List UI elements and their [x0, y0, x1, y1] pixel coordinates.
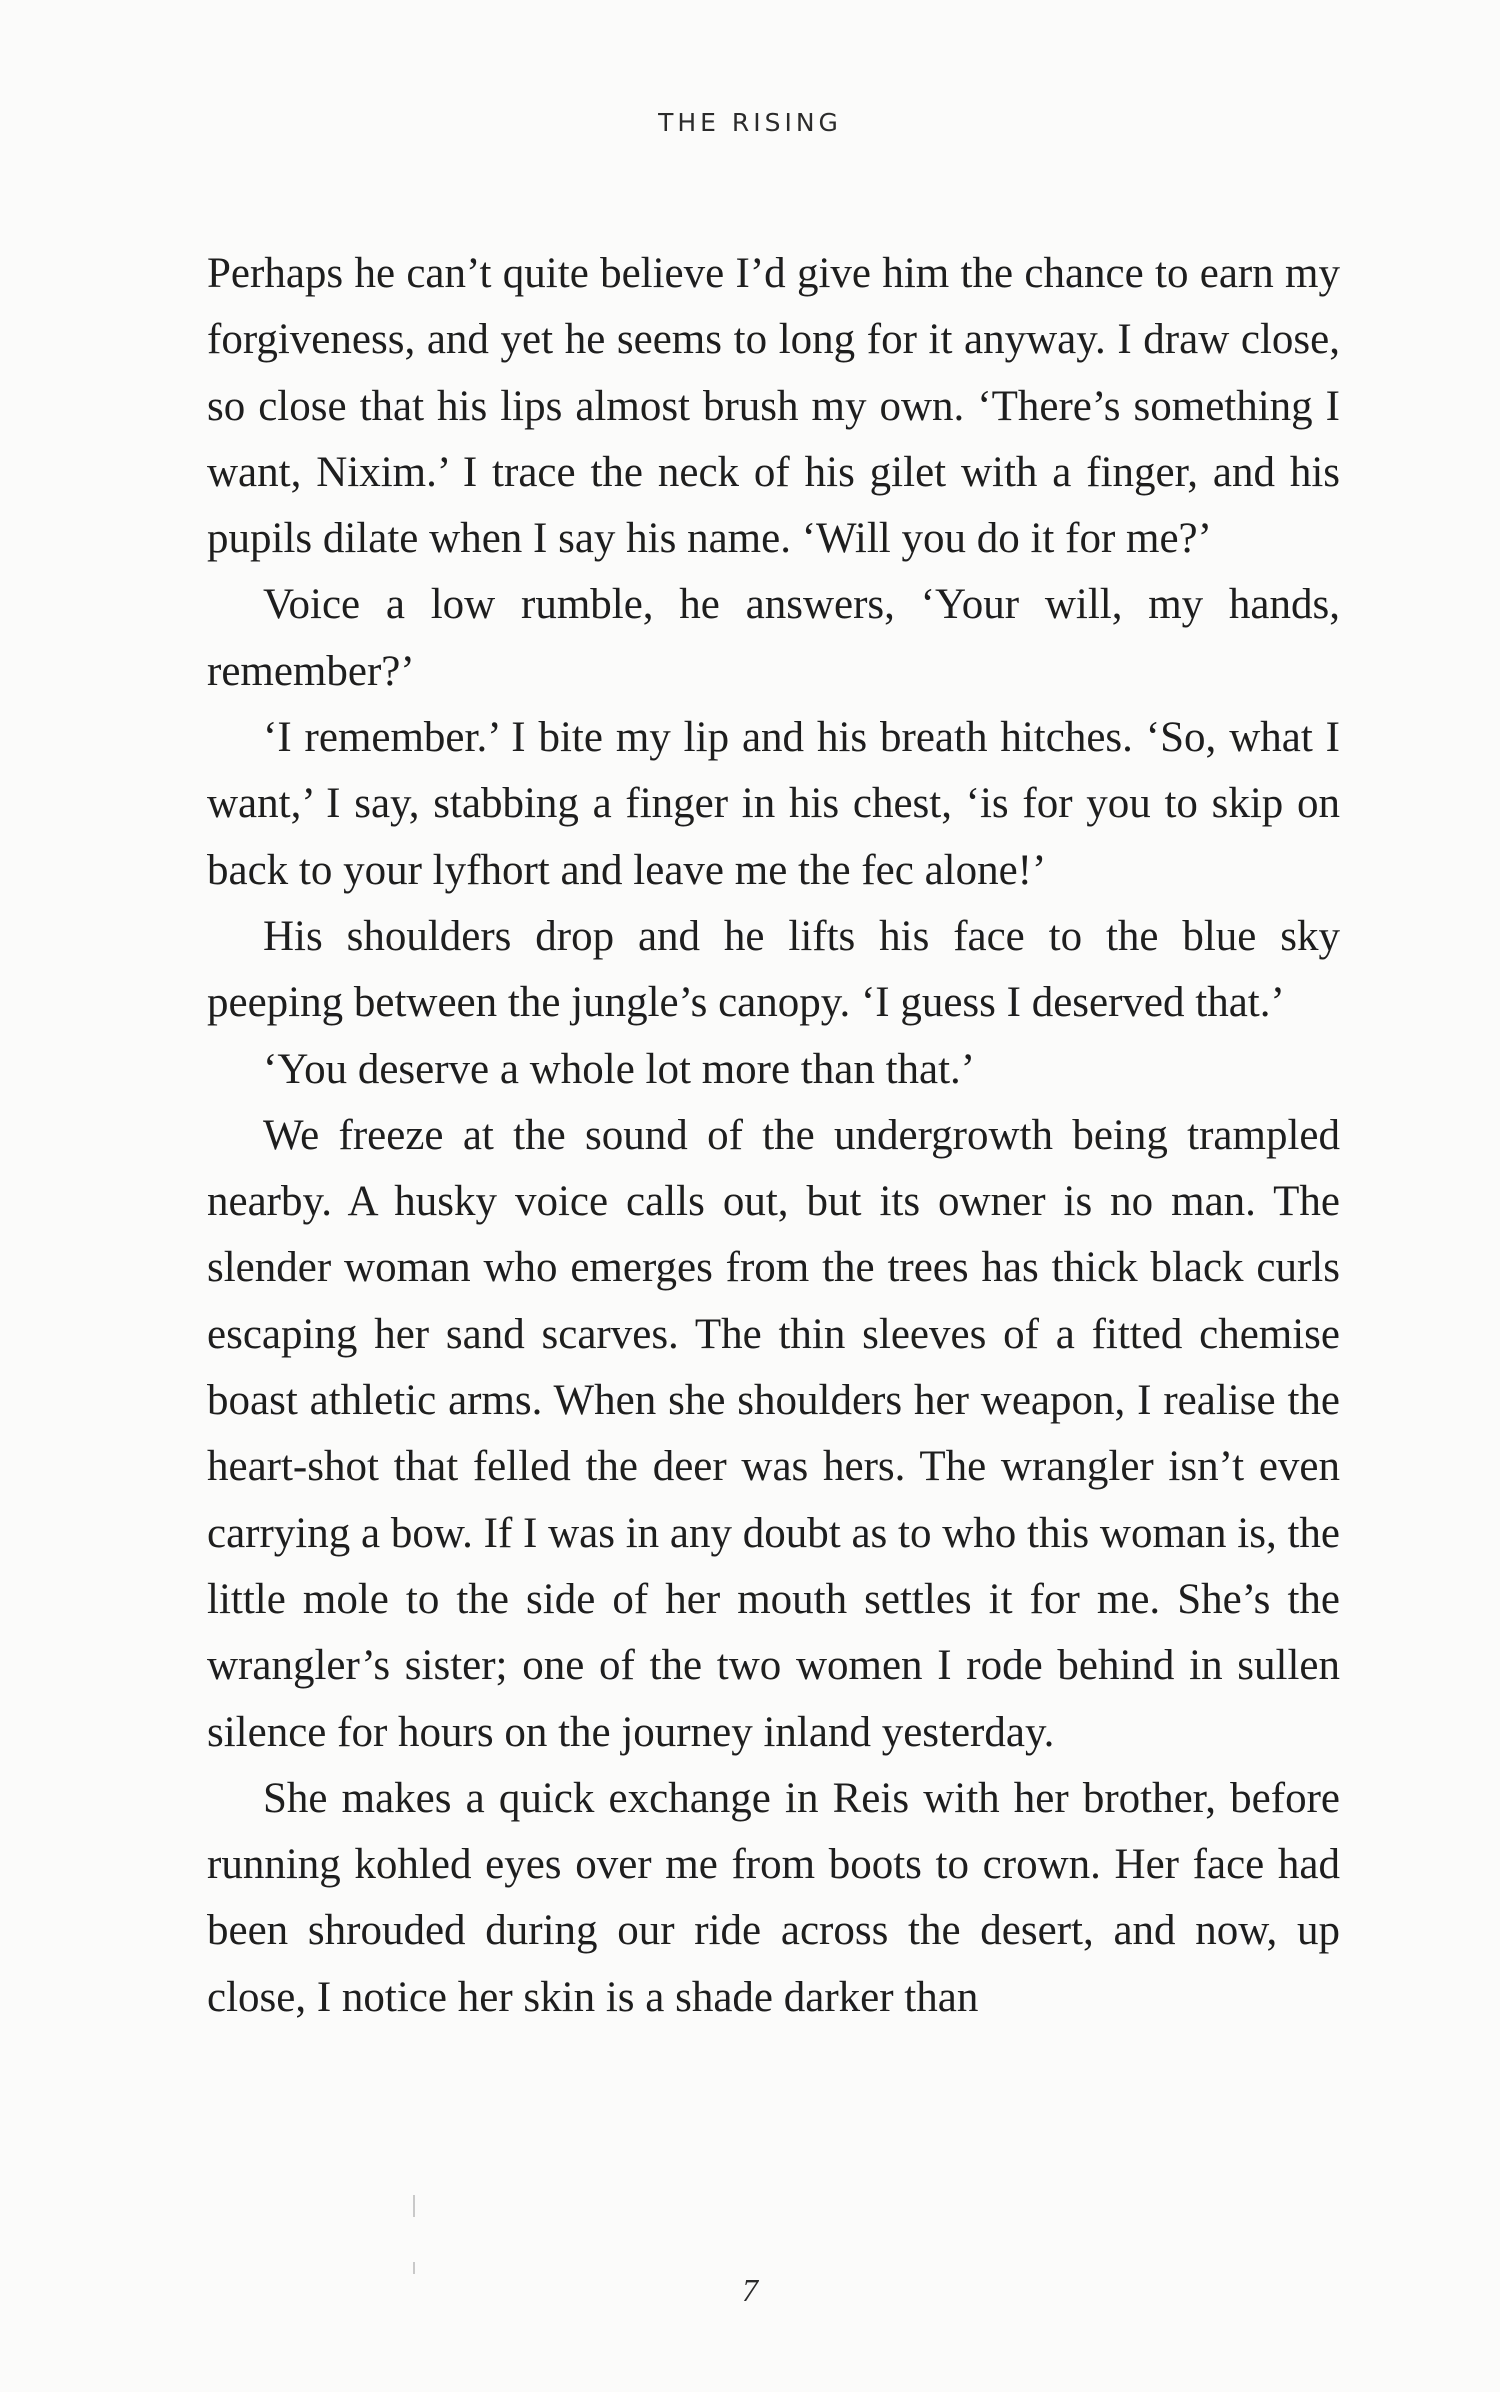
paragraph: She makes a quick exchange in Reis with her brother, before running kohled eyes over me from boots to crown. Her face had been shrouded during our ride across the desert, and now, up close, I notice her skin is a shade darker than: [207, 1774, 1340, 2021]
paragraph: Voice a low rumble, he answers, ‘Your will, my hands, remember?’: [207, 581, 1340, 695]
body-text: [207, 241, 1340, 2031]
paragraph: ‘You deserve a whole lot more than that.’: [263, 1045, 976, 1093]
paragraph: We freeze at the sound of the undergrowth being trampled nearby. A husky voice calls out, but its owner is no man. The slender woman who emerges from the trees has thick black curls escaping her sand scarves. The thin sleeves of a fitted chemise boast athletic arms. When she shoulders her weapon, I realise the heart-shot that felled the deer was hers. The wrangler isn’t even carrying a bow. If I was in any doubt as to who this woman is, the little mole to the side of her mouth settles it for me. She’s the wrangler’s sister; one of the two women I rode behind in sullen silence for hours on the journey inland yesterday.: [207, 1111, 1340, 1756]
scan-mark: [413, 2195, 415, 2217]
running-head: THE RISING: [658, 108, 842, 137]
paragraph: Perhaps he can’t quite believe I’d give him the chance to earn my forgiveness, and yet he seems to long for it anyway. I draw close, so close that his lips almost brush my own. ‘There’s something I want, Nixim.’ I trace the neck of his gilet with a finger, and his pupils dilate when I say his name. ‘Will you do it for me?’: [207, 250, 1340, 563]
page-number: 7: [742, 2272, 758, 2308]
paragraph: His shoulders drop and he lifts his face to the blue sky peeping between the jungle’s canopy. ‘I guess I deserved that.’: [207, 912, 1340, 1027]
paragraph: ‘I remember.’ I bite my lip and his breath hitches. ‘So, what I want,’ I say, stabbing a finger in his chest, ‘is for you to skip on back to your lyfhort and leave me the fec alone!’: [207, 714, 1340, 894]
